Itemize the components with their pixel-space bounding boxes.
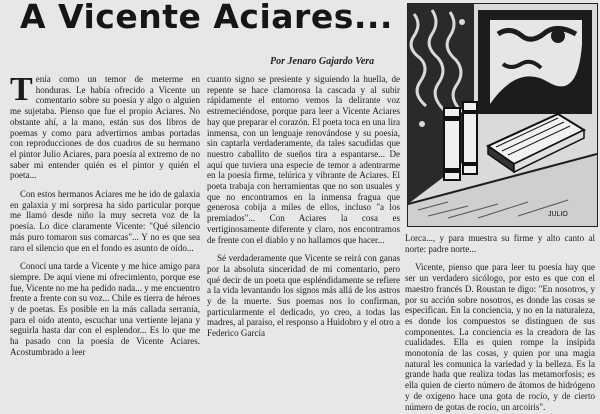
paragraph-4: cuanto signo se presiente y siguiendo la huella, de repente se hace clamorosa la cascada y al subir rápidamente el entorno vemos la delirante voz estremeciéndose, porque para leer a Vicente Aciares hay que preparar el corazón. El poeta toca en una lira inmensa, con un lenguaje renovándose y su poesía, sin captarla verdaderamente, da tales sacudidas que nuestro caballito de sueños tira a espantarse... De aquí que tuviera una especie de temor a adentrarme en la poesía firme, telúrica y vibrante de Aciares. El poeta trabaja con herramientas que no son usuales y que no encontramos en la inmensa fragua que generosa cobija a miles de ellos, incluso "a los premiados"... Con Aciares la cosa es vertiginosamente diferente y claro, nos encontramos de frente con el diablo y no hallamos que hacer... (207, 74, 400, 245)
column-1 (10, 71, 200, 358)
paragraph-1-text: enía como un temor de meterme en honduras. Le había ofrecido a Vicente un comentario sobre su poesía y algo o alguien me sujetaba. Pienso que fue el propio Aciares. No obstante ahí, a la mano, están sus dos libros de poemas y como para advertirnos ambas portadas con reproducciones de dos cuadros de su hermano el pintor Julio Aciares, para poesía al extremo de no saber mi entender quién es el pintor y quién el poeta... (10, 74, 200, 181)
books-illustration (407, 3, 598, 227)
artist-signature: JULIO (548, 211, 568, 218)
paragraph-5: Sé verdaderamente que Vicente se reirá con ganas por la absoluta sinceridad de mi comentario, pero qué decir de un poeta que espléndidamente se refiere a la vida levantando los signos más allá de los astros y de la muerte. Sus poemas nos lo confirman, particularmente el dedicado, yo creo, a todas las madres, al paraíso, el responso a Huidobro y el otro a Federico García (207, 253, 400, 339)
paragraph-1 (10, 71, 200, 181)
paragraph-6: Lorca..., y para muestra su firme y alto canto al norte: padre norte... (405, 233, 595, 254)
paragraph-7: Vicente, pienso que para leer tu poesía hay que ser un verdadero sicólogo, por esto es que con el maestro francés D. Roustan te digo: "En nosotros, y por su acción sobre nosotros, es donde las cosas se especifican. En la conciencia, y no en la naturaleza, es donde los compuestos se distinguen de sus componentes. La conciencia es la creadora de las cualidades. Ella es quien rompe la insípida monotonía de las cosas, y quien por una magia natural les comunica la variedad y la belleza. Es la grande hada que realiza todas las metamorfosis; es ella quien de cierto número de átomos de hidrógeno y de oxígeno hace una gota de rocío, y de cierto número de gotas de rocío, un arcoiris". (405, 262, 595, 412)
column-2 (207, 74, 400, 339)
woodcut-image (408, 4, 597, 226)
article-title: A Vicente Aciares... (20, 0, 393, 36)
paragraph-3: Conocí una tarde a Vicente y me hice amigo para siempre. De aquí viene mi ofrecimiento, porque ese fue, Vicente no me ha pedido nada... y me encuentro frente a frente con su voz... Chile es tierra de héroes y de poetas. Es posible en la más callada serranía, para el oído atento, escuchar una vertiente lejana y seguirla hasta dar con el esplendor... Es lo que me ha pasado con la poesía de Vicente Aciares. Acostumbrado a leer (10, 261, 200, 357)
paragraph-2: Con estos hermanos Aciares me he ido de galaxia en galaxia y mi sorpresa ha sido particular porque me llamó desde niño la muy secreta voz de la poesía. Lo dice claramente Vicente: "Qué silencio más puro tomaron sus comarcas"... Y no es que sea raro el silencio que en el fondo es asunto de oído... (10, 189, 200, 253)
drop-cap: T (10, 71, 33, 108)
article-byline: Por Jenaro Gajardo Vera (270, 56, 375, 67)
column-3 (405, 233, 595, 412)
